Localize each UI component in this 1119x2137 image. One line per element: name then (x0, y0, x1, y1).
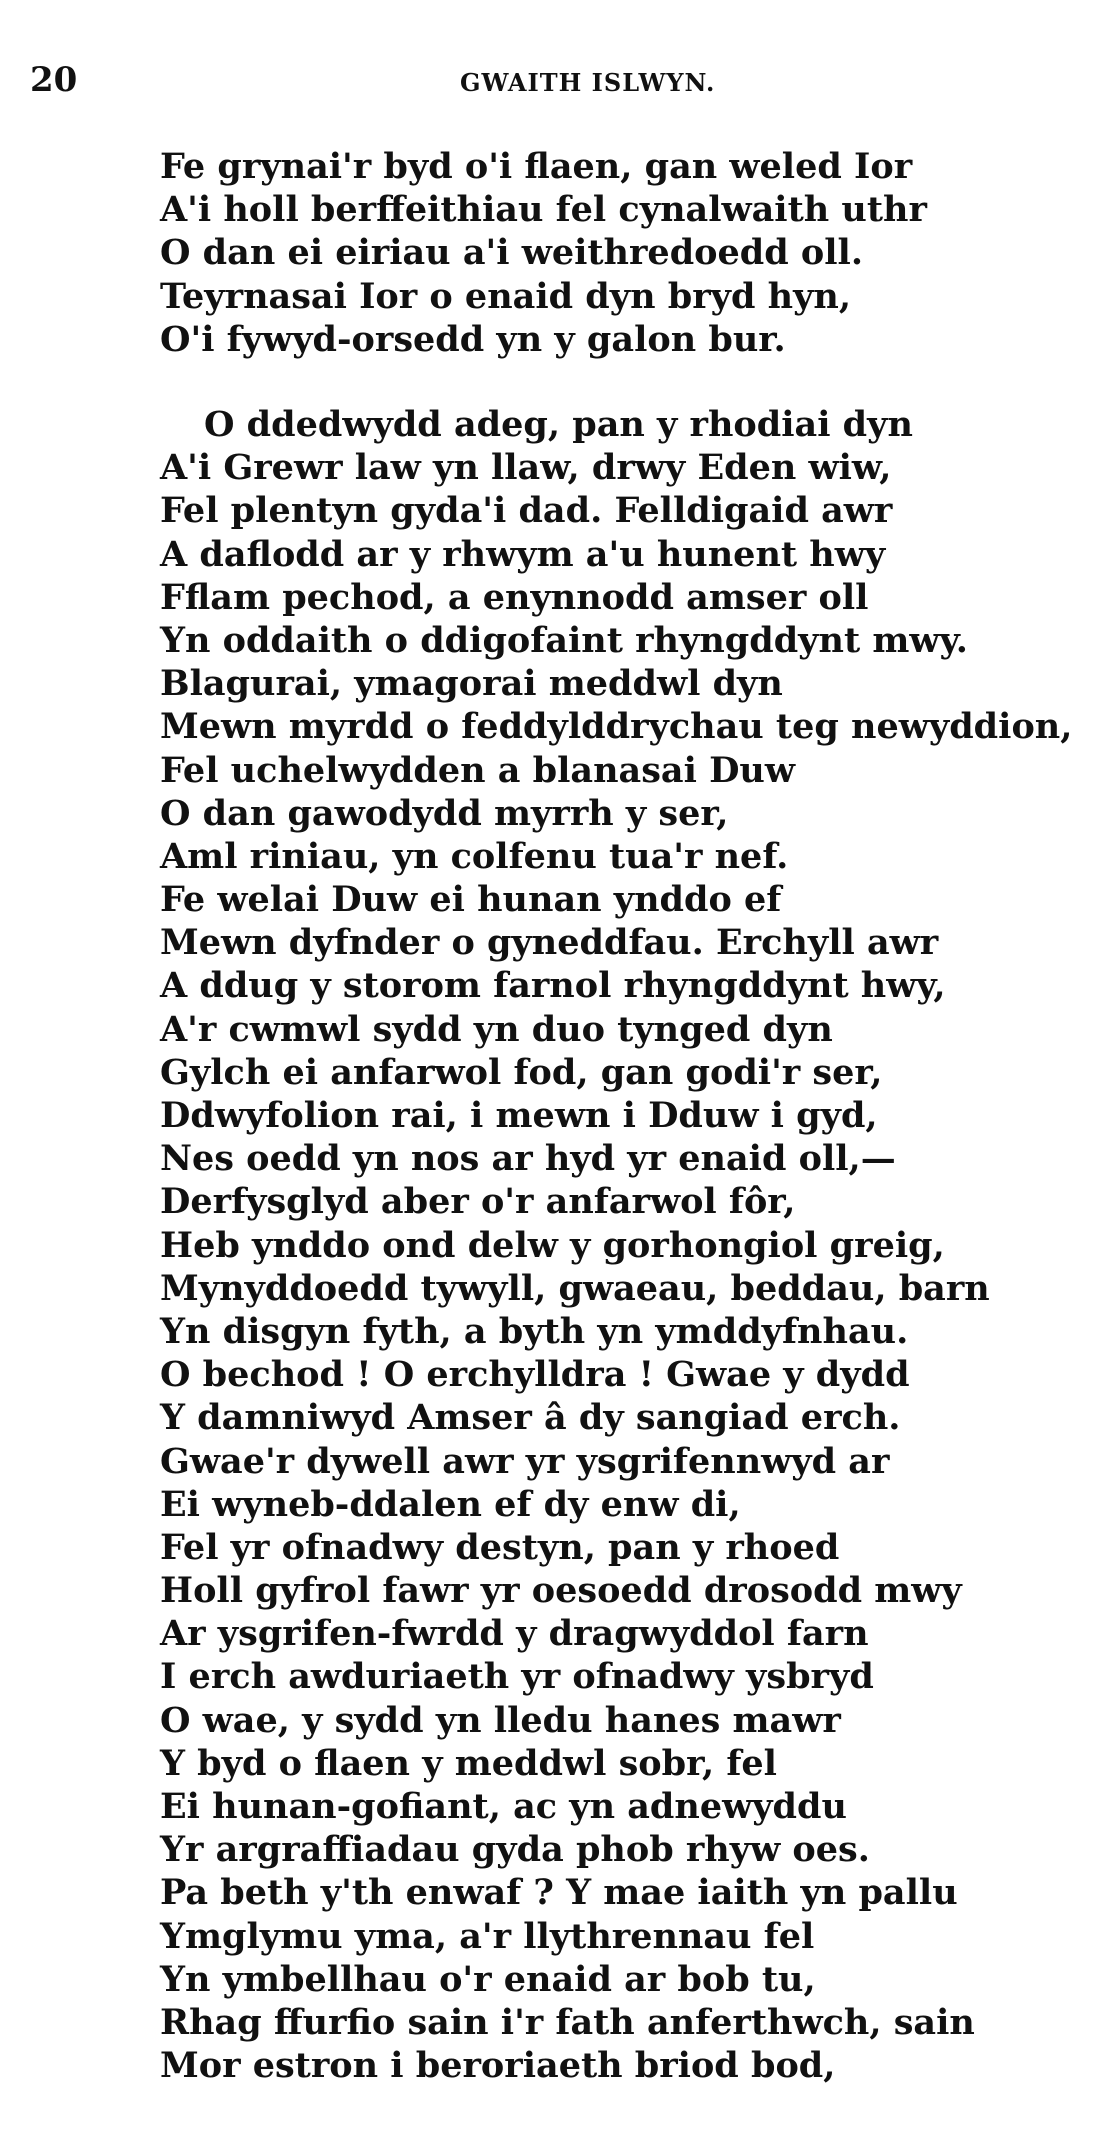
poem-line: O bechod ! O erchylldra ! Gwae y dydd (160, 1354, 910, 1396)
poem-line: Pa beth y'th enwaf ? Y mae iaith yn pallu (160, 1872, 958, 1914)
poem-line: Mewn myrdd o feddylddrychau teg newyddion, (160, 706, 1073, 748)
poem-line: Ar ysgrifen-fwrdd y dragwyddol farn (160, 1613, 869, 1655)
poem-line: A'r cwmwl sydd yn duo tynged dyn (160, 1008, 833, 1050)
poem-line: Fel yr ofnadwy destyn, pan y rhoed (160, 1526, 840, 1568)
poem-line: Yr argraffiadau gyda phob rhyw oes. (160, 1829, 870, 1871)
poem-line: Ei hunan-gofiant, ac yn adnewyddu (160, 1786, 847, 1827)
poem-line: Gylch ei anfarwol fod, gan godi'r ser, (160, 1051, 883, 1093)
poem-line: Y damniwyd Amser â dy sangiad erch. (160, 1397, 901, 1439)
poem-line: Fel uchelwydden a blanasai Duw (160, 749, 795, 791)
stanza-1 (160, 145, 927, 361)
poem-line: Rhag ffurfio sain i'r fath anferthwch, sain (160, 2001, 975, 2043)
poem-line: Mynyddoedd tywyll, gwaeau, beddau, barn (160, 1267, 990, 1309)
poem-line: Gwae'r dywell awr yr ysgrifennwyd ar (160, 1440, 890, 1482)
poem-line: O wae, y sydd yn lledu hanes mawr (160, 1699, 841, 1741)
poem-line: Derfysglyd aber o'r anfarwol fôr, (160, 1181, 796, 1223)
poem-line: Ymglymu yma, a'r llythrennau fel (160, 1915, 815, 1957)
poem-line: A daflodd ar y rhwym a'u hunent hwy (160, 533, 886, 575)
poem-line: Fel plentyn gyda'i dad. Felldigaid awr (160, 490, 893, 532)
poem-line: Aml riniau, yn colfenu tua'r nef. (160, 835, 789, 877)
poem-line: Yn disgyn fyth, a byth yn ymddyfnhau. (160, 1310, 909, 1352)
stanza-2 (160, 403, 1072, 2087)
running-head: GWAITH ISLWYN. (460, 68, 716, 97)
poem-line: O'i fywyd-orsedd yn y galon bur. (160, 318, 786, 360)
poem-line: A'i Grewr law yn llaw, drwy Eden wiw, (160, 447, 892, 489)
poem-line: O ddedwydd adeg, pan y rhodiai dyn (204, 404, 913, 445)
poem-line: Heb ynddo ond delw y gorhongiol greig, (160, 1224, 945, 1266)
poem-line: Ei wyneb-ddalen ef dy enw di, (160, 1483, 741, 1525)
poem-line: Fflam pechod, a enynnodd amser oll (160, 576, 869, 618)
poem-line: Yn oddaith o ddigofaint rhyngddynt mwy. (160, 619, 968, 661)
poem-line: Mor estron i beroriaeth briod bod, (160, 2045, 836, 2087)
poem-line: A'i holl berffeithiau fel cynalwaith uthr (160, 189, 927, 231)
poem-line: O dan ei eiriau a'i weithredoedd oll. (160, 232, 864, 274)
page-number: 20 (30, 60, 78, 100)
poem-line: Blagurai, ymagorai meddwl dyn (160, 663, 783, 705)
poem-line: I erch awduriaeth yr ofnadwy ysbryd (160, 1656, 874, 1698)
poem-line: O dan gawodydd myrrh y ser, (160, 792, 729, 834)
poem-line: Fe grynai'r byd o'i flaen, gan weled Ior (160, 146, 913, 187)
poem-line: Nes oedd yn nos ar hyd yr enaid oll,— (160, 1138, 896, 1180)
poem-line: Fe welai Duw ei hunan ynddo ef (160, 879, 782, 921)
poem-line: Holl gyfrol fawr yr oesoedd drosodd mwy (160, 1570, 962, 1612)
poem-line: Y byd o flaen y meddwl sobr, fel (160, 1742, 777, 1784)
poem-line: Ddwyfolion rai, i mewn i Dduw i gyd, (160, 1095, 878, 1136)
poem-line: Teyrnasai Ior o enaid dyn bryd hyn, (160, 275, 852, 317)
poem-line: A ddug y storom farnol rhyngddynt hwy, (160, 965, 946, 1007)
poem-line: Mewn dyfnder o gyneddfau. Erchyll awr (160, 922, 939, 964)
poem-line: Yn ymbellhau o'r enaid ar bob tu, (160, 1958, 816, 2000)
